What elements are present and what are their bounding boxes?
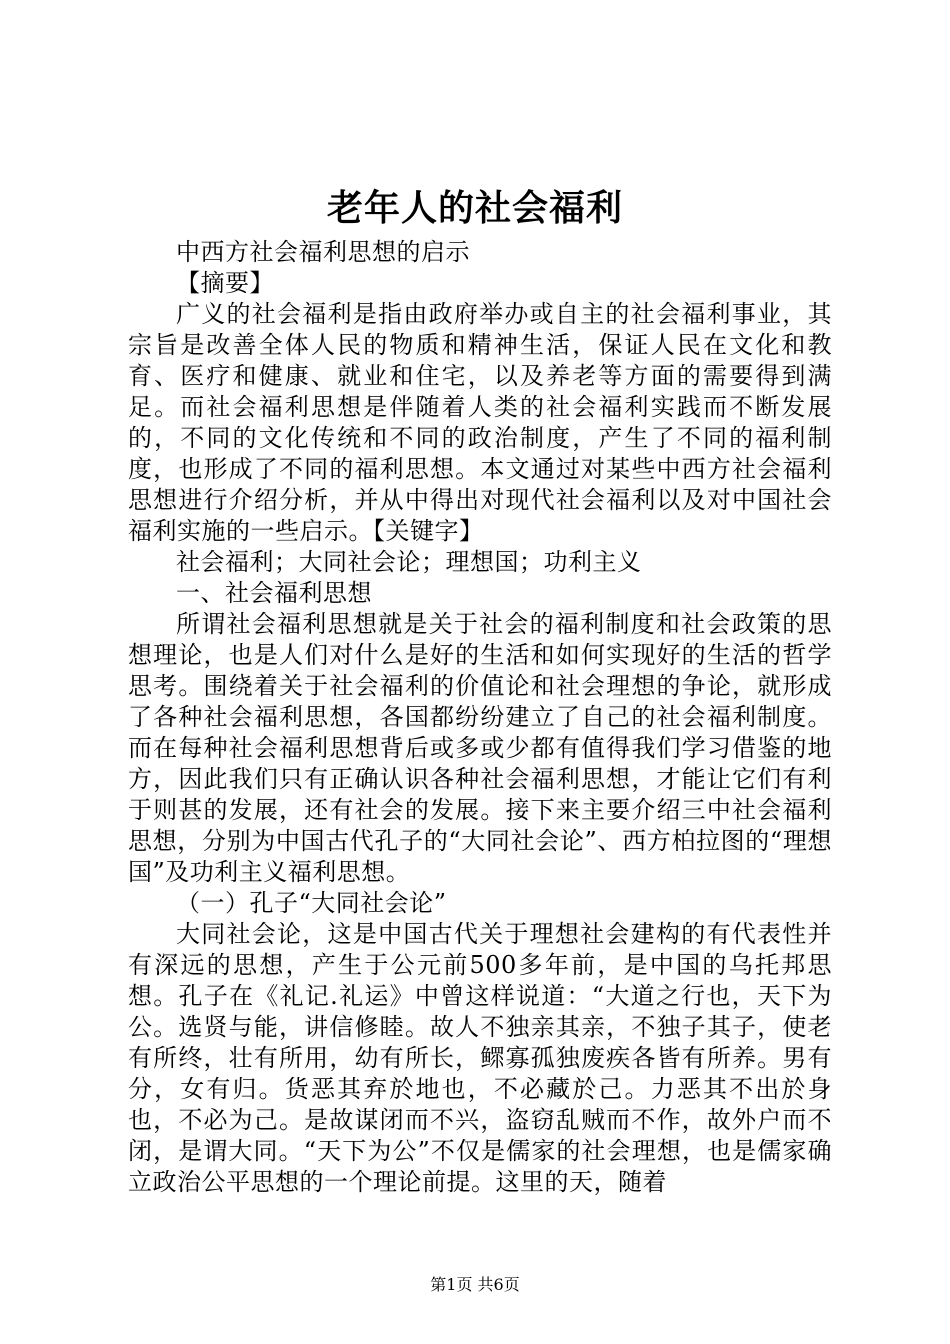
paragraph-abstract-heading: 【摘要】: [176, 269, 274, 297]
paragraph-abstract: 广义的社会福利是指由政府举办或自主的社会福利事业，其宗旨是改善全体人民的物质和精神生活，保证人民在文化和教育、医疗和健康、就业和住宅，以及养老等方面的需要得到满足。而社会福利思想是伴随着人类的社会福利实践而不断发展的，不同的文化传统和不同的政治制度，产生了不同的福利制度，也形成了不同的福利思想。本文通过对某些中西方社会福利思想进行介绍分析，并从中得出对现代社会福利以及对中国社会福利实施的一些启示。【关键字】: [128, 300, 832, 545]
section-heading-1: 一、社会福利思想: [176, 579, 372, 607]
document-body: [128, 237, 832, 1198]
document-title: 老年人的社会福利: [326, 187, 623, 229]
paragraph-keywords: 社会福利；大同社会论；理想国；功利主义: [176, 548, 642, 576]
paragraph-subsection-1: 大同社会论，这是中国古代关于理想社会建构的有代表性并有深远的思想，产生于公元前500多年前，是中国的乌托邦思想。孔子在《礼记.礼运》中曾这样说道：“大道之行也，天下为公。选贤与能，讲信修睦。故人不独亲其亲，不独子其子，使老有所终，壮有所用，幼有所长，鳏寡孤独废疾各皆有所养。男有分，女有归。货恶其弃於地也，不必藏於己。力恶其不出於身也，不必为己。是故谋闭而不兴，盗窃乱贼而不作，故外户而不闭，是谓大同。“天下为公”不仅是儒家的社会理想，也是儒家确立政治公平思想的一个理论前提。这里的天，随着: [128, 920, 832, 1196]
paragraph-section-1: 所谓社会福利思想就是关于社会的福利制度和社会政策的思想理论，也是人们对什么是好的生活和如何实现好的生活的哲学思考。围绕着关于社会福利的价值论和社会理想的争论，就形成了各种社会福利思想，各国都纷纷建立了自己的社会福利制度。而在每种社会福利思想背后或多或少都有值得我们学习借鉴的地方，因此我们只有正确认识各种社会福利思想，才能让它们有利于则甚的发展，还有社会的发展。接下来主要介绍三中社会福利思想，分别为中国古代孔子的“大同社会论”、西方柏拉图的“理想国”及功利主义福利思想。: [128, 610, 832, 886]
subsection-heading-1: （一）孔子“大同社会论”: [176, 889, 447, 917]
paragraph-subtitle: 中西方社会福利思想的启示: [176, 238, 470, 266]
page-footer: 第1页 共6页: [430, 1275, 520, 1294]
